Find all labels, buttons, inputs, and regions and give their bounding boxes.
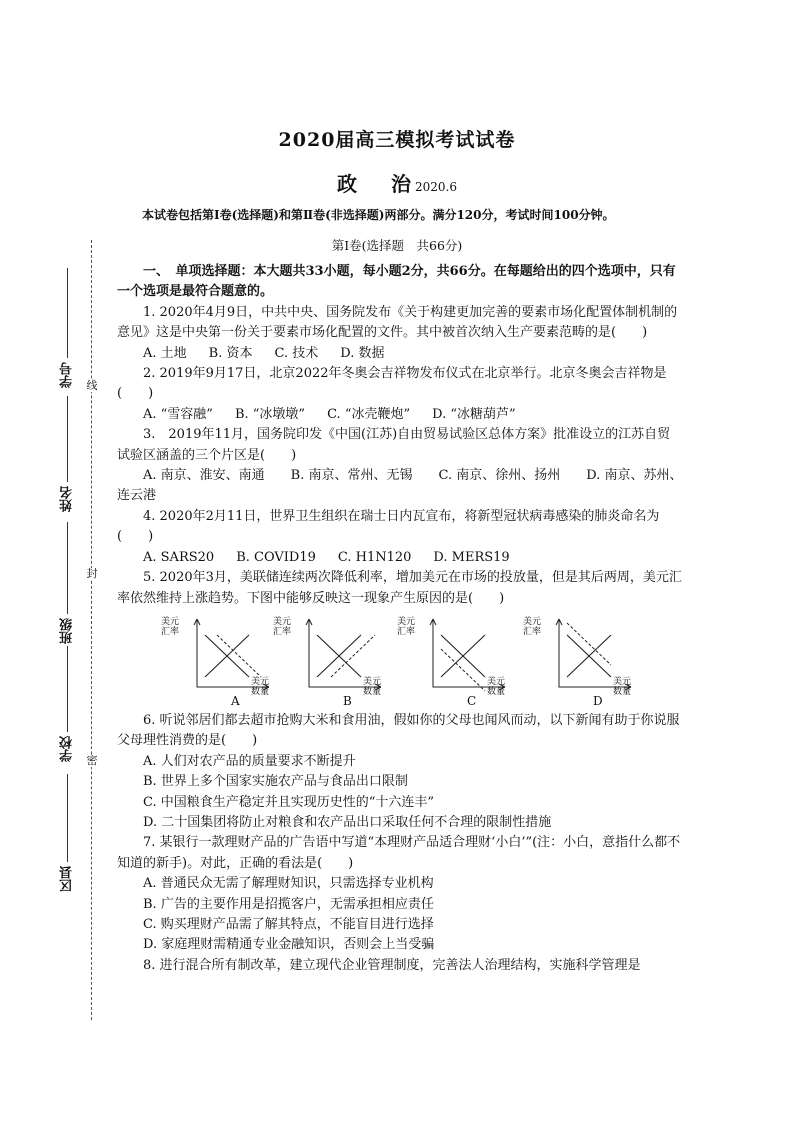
question-1-options — [117, 344, 683, 364]
question-7-option-c[interactable]: C. 购买理财产品需了解其特点，不能盲目进行选择 — [143, 916, 434, 932]
graph-d-caption: D — [593, 693, 603, 708]
question-7-option-d[interactable]: D. 家庭理财需精通专业金融知识，否则会上当受骗 — [143, 937, 435, 953]
question-4-option-d[interactable]: D. MERS19 — [433, 549, 510, 565]
graph-b-caption: B — [343, 693, 352, 708]
field-district — [58, 866, 78, 892]
graph-c[interactable] — [387, 615, 507, 707]
binding-word-line: 线 — [86, 379, 98, 392]
question-4-options — [117, 548, 683, 568]
graph-d-ylabel: 美元 汇率 — [523, 616, 542, 637]
graph-a-xlabel: 美元 数量 — [251, 676, 270, 697]
binding-word-seal: 封 — [86, 567, 98, 580]
graph-a-caption: A — [231, 693, 240, 708]
field-school-label: 学校 — [60, 736, 75, 762]
field-student-id-line[interactable] — [67, 268, 68, 358]
question-2-stem: 2. 2019年9月17日，北京2022年冬奥会吉祥物发布仪式在北京举行。北京冬奥会吉祥物是( ) — [117, 366, 667, 402]
field-name-line[interactable] — [67, 396, 68, 482]
question-2-option-d[interactable]: D. “冰糖葫芦” — [432, 406, 516, 422]
field-school-line[interactable] — [67, 646, 68, 732]
question-2-option-b[interactable]: B. “冰墩墩” — [234, 406, 306, 422]
question-7-stem: 7. 某银行一款理财产品的广告语中写道“本理财产品适合理财‘小白’”(注：小白，意指什么都不知道的新手)。对此，正确的看法是( ) — [117, 835, 681, 871]
field-class — [58, 618, 78, 644]
part-heading: 第Ⅰ卷(选择题 共66分) — [331, 238, 463, 253]
graph-c-caption: C — [467, 693, 477, 708]
question-2-option-c[interactable]: C. “冰壳鞭炮” — [327, 406, 411, 422]
question-4-option-b[interactable]: B. COVID19 — [236, 549, 316, 565]
question-6-option-b[interactable]: B. 世界上多个国家实施农产品与食品出口限制 — [143, 774, 408, 790]
exam-intro: 本试卷包括第Ⅰ卷(选择题)和第Ⅱ卷(非选择题)两部分。满分120分，考试时间100分钟。 — [142, 208, 615, 222]
subject-heading — [0, 168, 794, 197]
graph-c-ylabel: 美元 汇率 — [397, 616, 416, 637]
question-1-option-d[interactable]: D. 数据 — [340, 345, 385, 361]
question-6-option-a[interactable]: A. 人们对农产品的质量要求不断提升 — [143, 753, 356, 769]
question-6-option-d[interactable]: D. 二十国集团将防止对粮食和农产品出口采取任何不合理的限制性措施 — [143, 814, 552, 830]
question-4-option-a[interactable]: A. SARS20 — [143, 549, 215, 565]
question-7-option-b[interactable]: B. 广告的主要作用是招揽客户，无需承担相应责任 — [143, 896, 434, 912]
graph-c-xlabel: 美元 数量 — [487, 676, 506, 697]
graph-a[interactable] — [151, 615, 271, 707]
question-6-option-c[interactable]: C. 中国粮食生产稳定并且实现历史性的“十六连丰” — [143, 794, 435, 810]
graph-b[interactable] — [263, 615, 383, 707]
binding-line — [91, 240, 92, 1020]
question-3-options[interactable]: A. 南京、淮安、南通 B. 南京、常州、无锡 C. 南京、徐州、扬州 D. 南京、苏州、连云港 — [117, 468, 683, 504]
exam-title: 2020届高三模拟考试试卷 — [278, 129, 516, 151]
question-6-stem: 6. 听说邻居们都去超市抢购大米和食用油，假如你的父母也闻风而动，以下新闻有助于你说服父母理性消费的是( ) — [117, 712, 680, 749]
field-student-id-label: 学号 — [60, 362, 75, 388]
subject-char-1: 政 — [337, 172, 357, 196]
field-class-label: 班级 — [60, 618, 75, 644]
subject-char-2: 治 — [391, 172, 411, 196]
graph-b-ylabel: 美元 汇率 — [273, 616, 292, 637]
questions-body — [117, 262, 683, 976]
field-class-line[interactable] — [67, 522, 68, 614]
question-5-stem: 5. 2020年3月，美联储连续两次降低利率，增加美元在市场的投放量，但是其后两周，美元汇率依然维持上涨趋势。下图中能够反映这一现象产生原因的是( ) — [117, 570, 682, 606]
question-8-stem: 8. 进行混合所有制改革，建立现代企业管理制度，完善法人治理结构，实施科学管理是 — [143, 957, 641, 973]
graph-d[interactable] — [513, 615, 633, 707]
question-2-options — [117, 405, 683, 425]
field-district-line[interactable] — [67, 774, 68, 862]
question-4-option-c[interactable]: C. H1N120 — [337, 549, 412, 565]
exam-date: 2020.6 — [415, 180, 457, 194]
question-4-stem: 4. 2020年2月11日，世界卫生组织在瑞士日内瓦宣布，将新型冠状病毒感染的肺炎命名为( ) — [117, 508, 660, 545]
field-school — [58, 736, 78, 762]
question-1-option-b[interactable]: B. 资本 — [208, 345, 253, 361]
question-1-option-a[interactable]: A. 土地 — [143, 345, 187, 361]
field-name-label: 姓名 — [60, 486, 75, 512]
question-1-stem: 1. 2020年4月9日，中共中央、国务院发布《关于构建更加完善的要素市场化配置体制机制的意见》这是中央第一份关于要素市场化配置的文件。其中被首次纳入生产要素范畴的是( ) — [117, 304, 678, 341]
question-5-graphs — [117, 615, 683, 707]
question-2-option-a[interactable]: A. “雪容融” — [143, 406, 213, 422]
field-district-label: 区县 — [60, 866, 75, 892]
graph-a-ylabel: 美元 汇率 — [161, 616, 180, 637]
question-7-option-a[interactable]: A. 普通民众无需了解理财知识，只需选择专业机构 — [143, 876, 434, 892]
graph-d-xlabel: 美元 数量 — [613, 676, 632, 697]
section-heading: 一、 单项选择题：本大题共33小题，每小题2分，共66分。在每题给出的四个选项中，只有一个选项是最符合题意的。 — [117, 264, 676, 300]
field-name — [58, 486, 78, 512]
binding-word-secret: 密 — [86, 754, 98, 767]
field-student-id — [58, 362, 78, 388]
question-1-option-c[interactable]: C. 技术 — [274, 345, 319, 361]
question-3-stem: 3. 2019年11月，国务院印发《中国(江苏)自由贸易试验区总体方案》批准设立的江苏自贸试验区涵盖的三个片区是( ) — [117, 427, 671, 463]
graph-b-xlabel: 美元 数量 — [363, 676, 382, 697]
